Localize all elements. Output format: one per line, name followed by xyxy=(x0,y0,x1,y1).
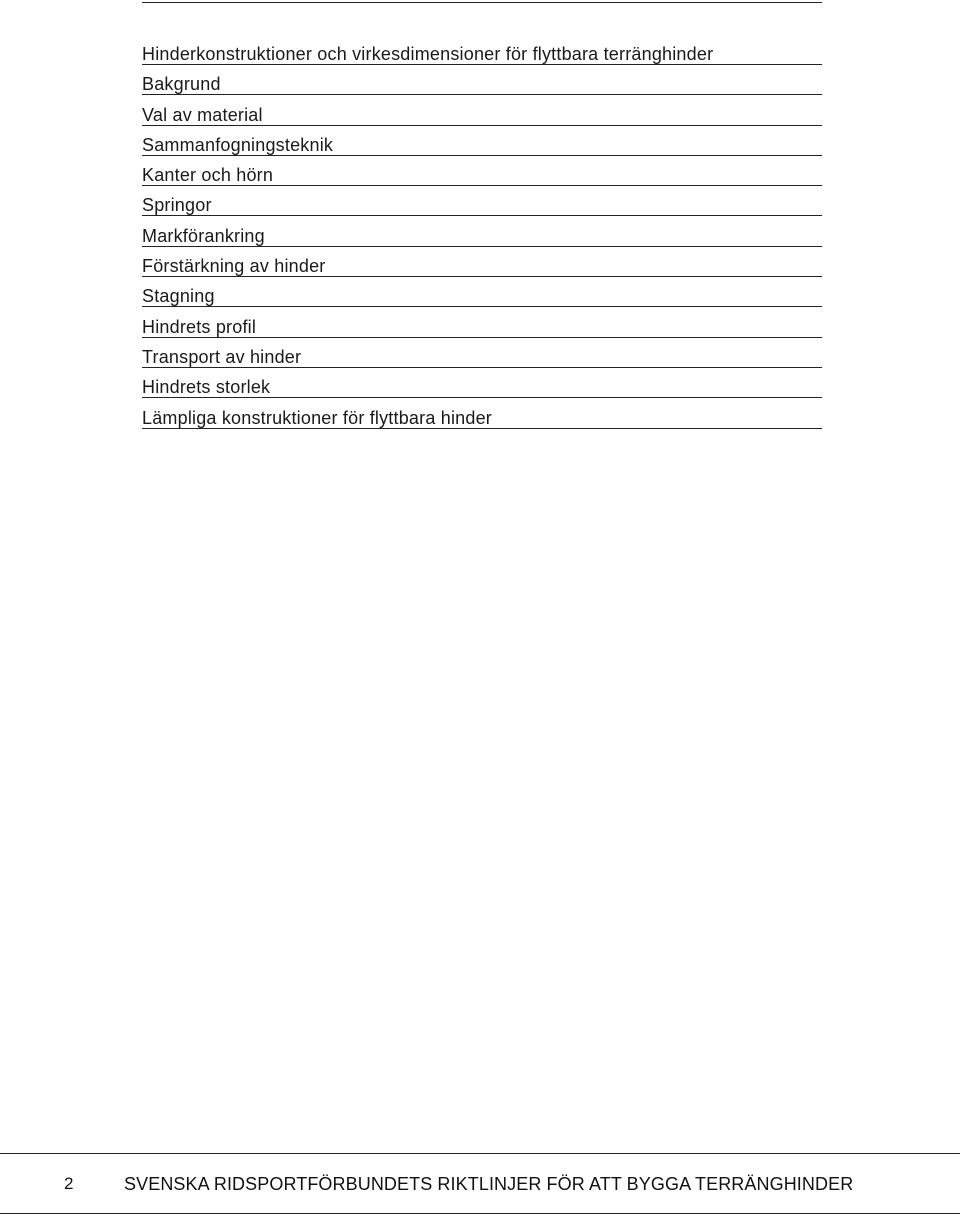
toc-entry-label: Hinderkonstruktioner och virkesdimensioner för flyttbara terränghinder xyxy=(142,44,714,64)
toc-item xyxy=(142,375,822,405)
toc-link[interactable] xyxy=(142,42,822,65)
toc-link[interactable] xyxy=(142,163,822,186)
toc-item xyxy=(142,103,822,133)
toc-item xyxy=(142,254,822,284)
toc-entry-label: Transport av hinder xyxy=(142,346,302,367)
toc-item xyxy=(142,345,822,375)
toc-link[interactable] xyxy=(142,284,822,307)
toc-link[interactable] xyxy=(142,315,822,338)
toc-entry-label: Sammanfogningsteknik xyxy=(142,134,334,155)
toc-link[interactable] xyxy=(142,133,822,156)
toc-item xyxy=(142,224,822,254)
toc-entry-label: Hindrets profil xyxy=(142,316,257,337)
running-title: SVENSKA RIDSPORTFÖRBUNDETS RIKTLINJER FÖR ATT BYGGA TERRÄNGHINDER xyxy=(124,1174,854,1194)
toc-item xyxy=(142,284,822,314)
toc-link[interactable] xyxy=(142,193,822,216)
toc-entry-label: Markförankring xyxy=(142,225,265,246)
toc-link[interactable] xyxy=(142,375,822,398)
toc-link[interactable] xyxy=(142,224,822,247)
toc-item xyxy=(142,133,822,163)
toc-item xyxy=(142,315,822,345)
toc-entry-label: Kanter och hörn xyxy=(142,165,274,186)
toc-entry-label: Stagning xyxy=(142,286,215,307)
top-rule xyxy=(142,2,822,3)
page-footer xyxy=(0,1154,960,1213)
page-number: 2 xyxy=(64,1174,74,1193)
toc-entry-label: Hindrets storlek xyxy=(142,377,271,398)
toc-entry-label: Val av material xyxy=(142,104,263,125)
toc-entry-label: Förstärkning av hinder xyxy=(142,256,326,277)
toc-item xyxy=(142,406,822,436)
toc-link[interactable] xyxy=(142,72,822,95)
toc-item xyxy=(142,163,822,193)
toc-link[interactable] xyxy=(142,406,822,429)
toc-link[interactable] xyxy=(142,103,822,126)
toc-item xyxy=(142,42,822,72)
toc-entry-label: Bakgrund xyxy=(142,74,221,95)
toc-item xyxy=(142,193,822,223)
toc-link[interactable] xyxy=(142,345,822,368)
toc-entry-label: Lämpliga konstruktioner för flyttbara hinder xyxy=(142,407,492,428)
footer-rule-bottom xyxy=(0,1213,960,1214)
toc-entry-label: Springor xyxy=(142,195,212,216)
toc-item xyxy=(142,72,822,102)
table-of-contents xyxy=(142,42,822,436)
toc-link[interactable] xyxy=(142,254,822,277)
